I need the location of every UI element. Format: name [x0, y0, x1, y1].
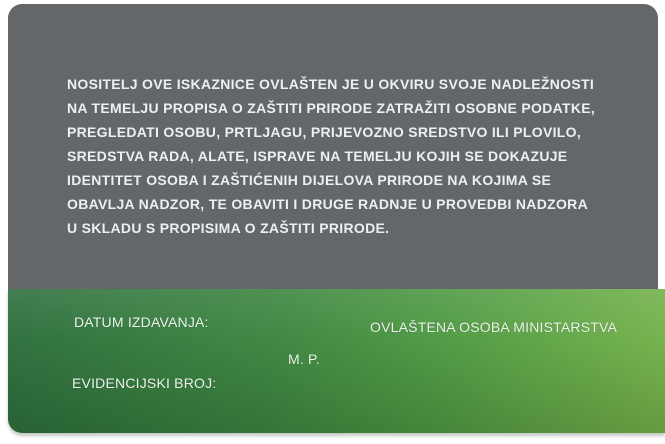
notice-line: OBAVLJA NADZOR, TE OBAVITI I DRUGE RADNJE U PROVEDBI NADZORA [67, 196, 588, 212]
authorized-person-label: OVLAŠTENA OSOBA MINISTARSTVA [370, 319, 618, 335]
date-of-issue-label: DATUM IZDAVANJA: [74, 314, 209, 330]
card-green-section [8, 289, 665, 433]
notice-line: NA TEMELJU PROPISA O ZAŠTITI PRIRODE ZATRAŽITI OSOBNE PODATKE, [67, 100, 596, 116]
stamp-placeholder-label: M. P. [288, 351, 320, 367]
notice-line: IDENTITET OSOBA I ZAŠTIĆENIH DIJELOVA PRIRODE NA KOJIMA SE [67, 172, 552, 188]
notice-line: PREGLEDATI OSOBU, PRTLJAGU, PRIJEVOZNO SREDSTVO ILI PLOVILO, [67, 124, 582, 140]
notice-line: SREDSTVA RADA, ALATE, ISPRAVE NA TEMELJU KOJIH SE DOKAZUJE [67, 148, 568, 164]
id-card-back [8, 4, 658, 433]
notice-line: U SKLADU S PROPISIMA O ZAŠTITI PRIRODE. [67, 220, 390, 236]
registry-number-label: EVIDENCIJSKI BROJ: [72, 375, 217, 391]
authority-notice-text [67, 72, 595, 240]
notice-line: NOSITELJ OVE ISKAZNICE OVLAŠTEN JE U OKVIRU SVOJE NADLEŽNOSTI [67, 76, 595, 92]
card-gray-section [8, 4, 658, 289]
